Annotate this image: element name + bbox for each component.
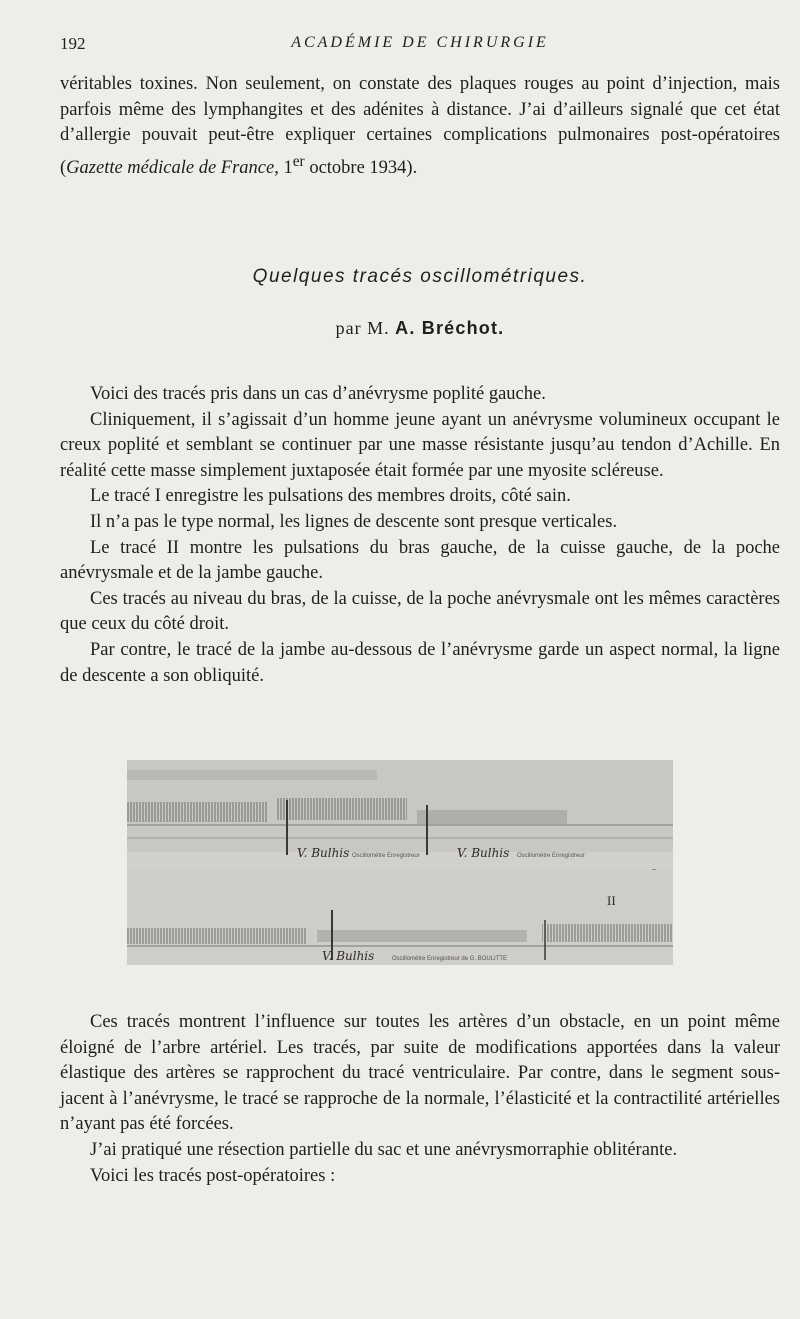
pulse-trace (417, 810, 567, 824)
paragraph: Cliniquement, il s’agissait d’un homme jeune ayant un anévrysme volumineux occupant le creux poplité et semblant se continuer par une masse résistante jusqu’au tendon d’Achille. En réalité cette masse simplement juxtaposée était formée par une myosite scléreuse. (60, 409, 780, 481)
page-number: 192 (60, 34, 86, 53)
paragraph: Voici des tracés pris dans un cas d’anévrysme poplité gauche. (90, 384, 546, 404)
citation-superscript: er (292, 152, 305, 170)
body-before-figure (60, 382, 780, 689)
trace-two-label: II (607, 893, 616, 908)
body-after-figure (60, 1010, 780, 1189)
byline (60, 318, 780, 339)
running-head (60, 34, 780, 54)
byline-prefix: par M. (335, 318, 390, 338)
paragraph: Le tracé II montre les pulsations du bras gauche, de la cuisse gauche, de la poche anévrysmale et de la jambe gauche. (60, 537, 780, 584)
trace-strip-bottom (127, 870, 673, 965)
pulse-trace (317, 930, 527, 942)
continuation-paragraph (60, 72, 780, 182)
device-label: Oscillomètre Enregistreur (517, 853, 585, 859)
paragraph: Le tracé I enregistre les pulsations des membres droits, côté sain. (90, 486, 571, 507)
author-name: A. Bréchot. (395, 318, 505, 338)
paragraph: Voici les tracés post-opératoires : (90, 1165, 336, 1186)
continuation-block (60, 72, 780, 182)
paragraph: Il n’a pas le type normal, les lignes de descente sont presque verticales. (90, 511, 618, 532)
oscillometric-tracing-figure (127, 760, 673, 965)
article-title: Quelques tracés oscillométriques. (252, 266, 588, 287)
signature-mark: V. Bulhis (457, 846, 510, 860)
citation-separator: , 1 (274, 157, 293, 178)
running-title: ACADÉMIE DE CHIRURGIE (291, 34, 549, 51)
paragraph: Par contre, le tracé de la jambe au-dessous de l’anévrysme garde un aspect normal, la ligne de descente a son obliquité. (60, 639, 780, 686)
citation-journal: Gazette médicale de France (66, 157, 275, 178)
continuation-text: véritables toxines. Non seulement, on constate des plaques rouges au point d’injection, mais parfois même des lymphangites et des adénites à distance. J’ai d’ailleurs signalé que cet état d’allergie pouvait peut-être expliquer certaines complications pulmonaires post-opératoires ( (60, 74, 780, 178)
pulse-trace (127, 770, 377, 780)
tracing-strips (127, 760, 673, 965)
citation-date: octobre 1934). (304, 157, 418, 178)
signature-mark: V. Bulhis (322, 949, 375, 963)
pulse-trace (127, 928, 307, 944)
pulse-trace (277, 798, 407, 820)
device-label: Oscillomètre Enregistreur de G. BOULITTE (392, 956, 508, 962)
signature-mark: V. Bulhis (297, 846, 350, 860)
device-label: Oscillomètre Enregistreur (352, 853, 420, 859)
paragraph: Ces tracés au niveau du bras, de la cuisse, de la poche anévrysmale ont les mêmes caractères que ceux du côté droit. (60, 588, 780, 635)
pulse-trace (542, 924, 673, 942)
paragraph: Ces tracés montrent l’influence sur toutes les artères d’un obstacle, en un point même éloigné de l’arbre artériel. Les tracés, par suite de modifications apportées dans la valeur élastique des artères se rapprochent du tracé ventriculaire. Par contre, dans le segment sous-jacent à l’anévrysme, le tracé se rapproche de la normale, l’élasticité et la contractilité artérielles n’ayant pas été forcées. (60, 1012, 780, 1135)
pulse-trace (127, 802, 267, 822)
paragraph: J’ai pratiqué une résection partielle du sac et une anévrysmorraphie oblitérante. (90, 1139, 678, 1160)
